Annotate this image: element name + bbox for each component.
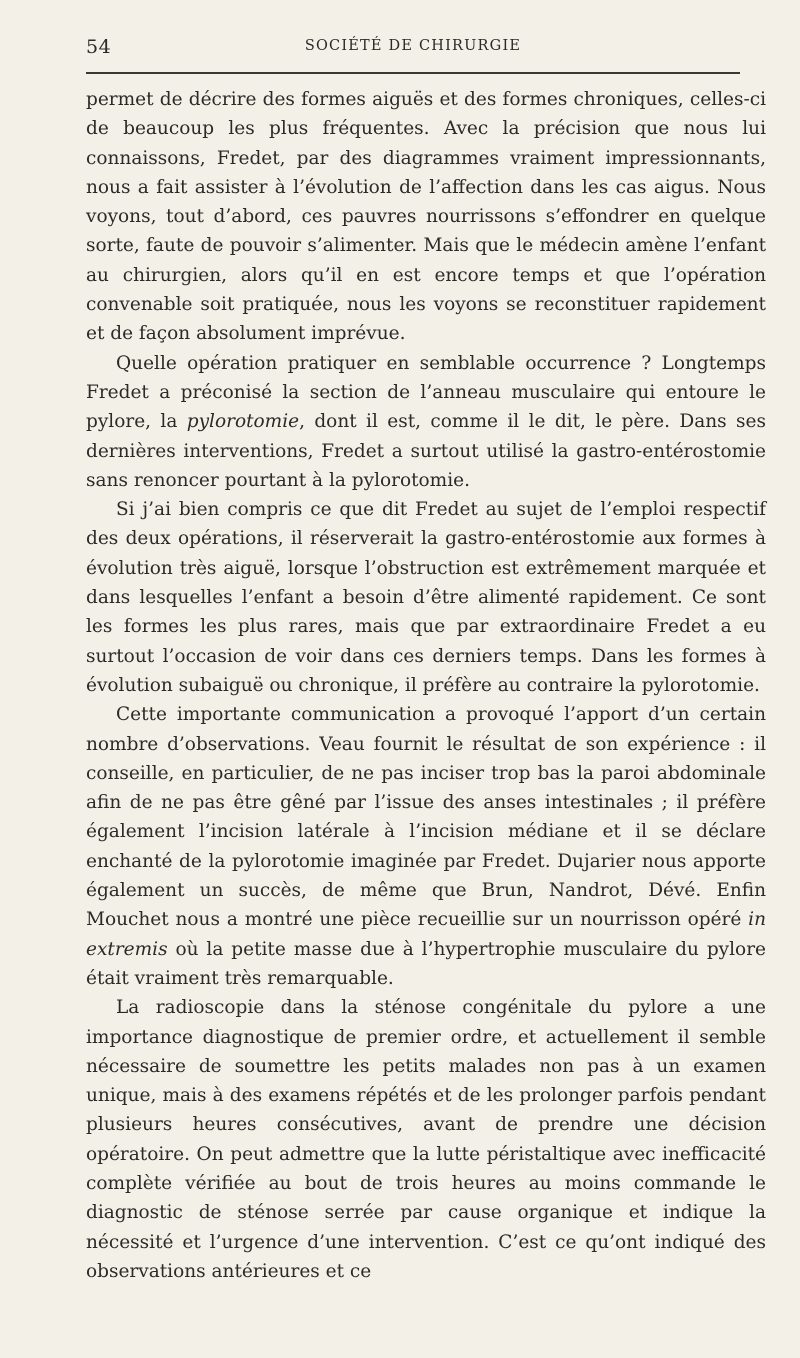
italic-text: in extremis	[86, 909, 766, 960]
text-run: , dont il est, comme il le dit, le père. Dans ses dernières interventions, Fredet a surtout utilisé la gastro-entérostomie sans renoncer pourtant à la pylorotomie.	[86, 411, 766, 491]
page-header	[86, 36, 740, 62]
text-run: Quelle opération pratiquer en semblable occurrence ? Longtemps Fredet a préconisé la section de l’anneau musculaire qui entoure le pylore, la	[86, 352, 766, 433]
text-run: Cette importante communication a provoqué l’apport d’un certain nombre d’observations. Veau fournit le résultat de son expérience : il conseille, en particulier, de ne pas inciser trop bas la paroi abdominale afin de ne pas être gêné par l’issue des anses intestinales ; il préfère également l’incision latérale à l’incision médiane et il se déclare enchanté de la pylorotomie imaginée par Fredet. Dujarier nous apporte également un succès, de même que Brun, Nandrot, Dévé. Enfin Mouchet nous a montré une pièce recueillie sur un nourrisson opéré	[86, 704, 766, 931]
paragraph	[86, 349, 766, 495]
page-number: 54	[86, 36, 112, 58]
paragraph	[86, 993, 766, 1286]
text-run: La radioscopie dans la sténose congénitale du pylore a une importance diagnostique de premier ordre, et actuellement il semble nécessaire de soumettre les petits malades non pas à un examen unique, mais à des examens répétés et de les prolonger parfois pendant plusieurs heures consécutives, avant de prendre une décision opératoire. On peut admettre que la lutte péristaltique avec inefficacité complète vérifiée au bout de trois heures au moins commande le diagnostic de sténose serrée par cause organique et indique la nécessité et l’urgence d’une intervention. C’est ce qu’ont indiqué des observations antérieures et ce	[86, 997, 766, 1282]
text-run: où la petite masse due à l’hypertrophie musculaire du pylore était vraiment très remarquable.	[86, 938, 766, 989]
running-title: SOCIÉTÉ DE CHIRURGIE	[304, 38, 522, 54]
text-run: permet de décrire des formes aiguës et des formes chroniques, celles-ci de beaucoup les plus fréquentes. Avec la précision que nous lui connaissons, Fredet, par des diagrammes vraiment impressionnants, nous a fait assister à l’évolution de l’affection dans les cas aigus. Nous voyons, tout d’abord, ces pauvres nourrissons s’effondrer en quelque sorte, faute de pouvoir s’alimenter. Mais que le médecin amène l’enfant au chirurgien, alors qu’il en est encore temps et que l’opération convenable soit pratiquée, nous les voyons se reconstituer rapidement et de façon absolument imprévue.	[86, 89, 766, 345]
paragraph	[86, 85, 766, 349]
text-run: Si j’ai bien compris ce que dit Fredet au sujet de l’emploi respectif des deux opérations, il réserverait la gastro-entérostomie aux formes à évolution très aiguë, lorsque l’obstruction est extrêmement marquée et dans lesquelles l’enfant a besoin d’être alimenté rapidement. Ce sont les formes les plus rares, mais que par extraordinaire Fredet a eu surtout l’occasion de voir dans ces derniers temps. Dans les formes à évolution subaiguë ou chronique, il préfère au contraire la pylorotomie.	[86, 499, 766, 696]
body-text	[86, 85, 766, 1286]
italic-text: pylorotomie	[186, 411, 300, 433]
header-rule	[86, 72, 740, 74]
paragraph	[86, 495, 766, 700]
paragraph	[86, 700, 766, 993]
